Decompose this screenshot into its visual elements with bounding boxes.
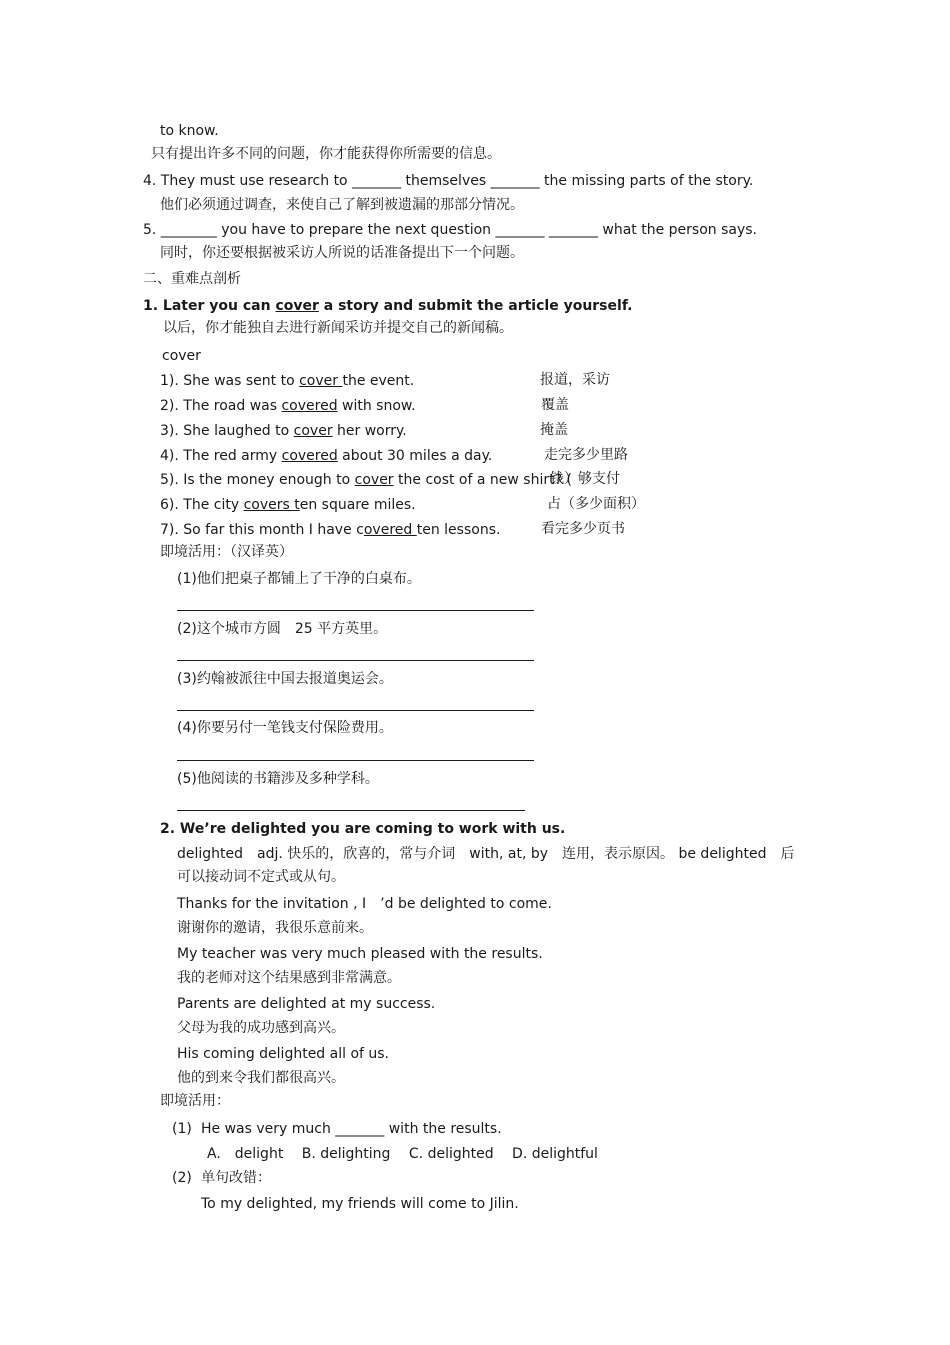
example-keyword: cover — [354, 472, 394, 488]
question-number: (2) — [172, 1170, 192, 1186]
practice-item-5: (5)他阅读的书籍涉及多种学科。 — [177, 771, 379, 787]
practice-item-4: (4)你要另付一笔钱支付保险费用。 — [177, 720, 393, 736]
example-4 — [160, 447, 492, 465]
answer-line — [177, 610, 534, 611]
example-sentence: Thanks for the invitation , I ’d be delighted to come. — [177, 896, 552, 912]
question-number: (1) — [172, 1121, 192, 1137]
example-1-meaning: 报道，采访 — [540, 372, 610, 388]
example-sentence: His coming delighted all of us. — [177, 1046, 390, 1062]
example-text: en square miles. — [299, 497, 416, 513]
example-keyword: cover — [293, 423, 333, 439]
example-3 — [160, 422, 407, 440]
question-5: 5. ________ you have to prepare the next question _______ _______ what the person says. — [143, 222, 757, 238]
example-text: 6). The city — [160, 497, 244, 513]
example-text: her worry. — [332, 423, 407, 439]
definition-line-1: delighted adj. 快乐的，欣喜的，常与介词 with, at, by 连用，表示原因。 be delighted 后 — [177, 846, 795, 862]
example-text: with snow. — [337, 398, 416, 414]
question-5-translation: 同时，你还要根据被采访人所说的话准备提出下一个问题。 — [160, 245, 524, 261]
example-keyword: covered — [281, 448, 338, 464]
example-text: 4). The red army — [160, 448, 282, 464]
example-keyword: covers t — [243, 497, 300, 513]
heading-text: a story and submit the article yourself. — [318, 298, 633, 314]
question-4: 4. They must use research to _______ themselves _______ the missing parts of the story. — [143, 173, 754, 189]
point-1-heading — [143, 297, 632, 315]
question-4-translation: 他们必须通过调查，来使自己了解到被遗漏的那部分情况。 — [160, 197, 524, 213]
example-sentence: My teacher was very much pleased with the results. — [177, 946, 543, 962]
example-1 — [160, 372, 414, 390]
example-text: the event. — [342, 373, 415, 389]
example-keyword: covered — [281, 398, 338, 414]
question-2-label: 单句改错： — [201, 1170, 271, 1186]
answer-line — [177, 660, 534, 661]
question-1: He was very much _______ with the results. — [201, 1121, 502, 1137]
heading-text: 1. Later you can — [143, 298, 276, 314]
example-text: 2). The road was — [160, 398, 282, 414]
example-2-meaning: 覆盖 — [541, 397, 569, 413]
example-text: the cost of a new shirt? ( — [393, 472, 572, 488]
keyword: cover — [162, 348, 201, 364]
practice-title: 即境活用：（汉译英） — [160, 544, 293, 560]
example-5-meaning: 钱）够支付 — [550, 471, 620, 487]
question-1-options: A. delight B. delighting C. delighted D. delightful — [207, 1146, 598, 1162]
example-keyword: overed — [363, 522, 417, 538]
example-3-meaning: 掩盖 — [540, 422, 568, 438]
practice-title: 即境活用： — [160, 1093, 230, 1109]
example-text: about 30 miles a day. — [337, 448, 493, 464]
example-2 — [160, 397, 416, 415]
answer-line — [177, 710, 534, 711]
example-text: 7). So far this month I have c — [160, 522, 364, 538]
example-sentence: Parents are delighted at my success. — [177, 996, 436, 1012]
example-text: ten lessons. — [416, 522, 501, 538]
example-translation: 父母为我的成功感到高兴。 — [177, 1020, 345, 1036]
section-heading: 二、重难点剖析 — [143, 271, 241, 287]
question-2: To my delighted, my friends will come to Jilin. — [201, 1196, 519, 1212]
example-6-meaning: 占（多少面积） — [547, 496, 645, 512]
example-text: 1). She was sent to — [160, 373, 300, 389]
example-4-meaning: 走完多少里路 — [544, 447, 628, 463]
point-2-heading: 2. We’re delighted you are coming to work with us. — [160, 821, 566, 837]
example-text: 5). Is the money enough to — [160, 472, 355, 488]
definition-line-2: 可以接动词不定式或从句。 — [177, 869, 345, 885]
heading-keyword: cover — [275, 298, 319, 314]
answer-line — [177, 760, 534, 761]
text-line: 只有提出许多不同的问题，你才能获得你所需要的信息。 — [151, 146, 501, 162]
example-text: 3). She laughed to — [160, 423, 294, 439]
point-1-translation: 以后，你才能独自去进行新闻采访并提交自己的新闻稿。 — [163, 320, 513, 336]
text-line: to know. — [160, 123, 219, 139]
example-keyword: cover — [299, 373, 343, 389]
practice-item-2: (2)这个城市方圆 25 平方英里。 — [177, 621, 388, 637]
answer-line — [177, 810, 525, 811]
practice-item-3: (3)约翰被派往中国去报道奥运会。 — [177, 671, 393, 687]
example-translation: 我的老师对这个结果感到非常满意。 — [177, 970, 401, 986]
example-translation: 他的到来令我们都很高兴。 — [177, 1070, 345, 1086]
practice-item-1: (1)他们把桌子都铺上了干净的白桌布。 — [177, 571, 421, 587]
example-5 — [160, 471, 572, 489]
example-6 — [160, 496, 416, 514]
example-7 — [160, 521, 500, 539]
example-translation: 谢谢你的邀请，我很乐意前来。 — [177, 920, 373, 936]
example-7-meaning: 看完多少页书 — [541, 521, 625, 537]
